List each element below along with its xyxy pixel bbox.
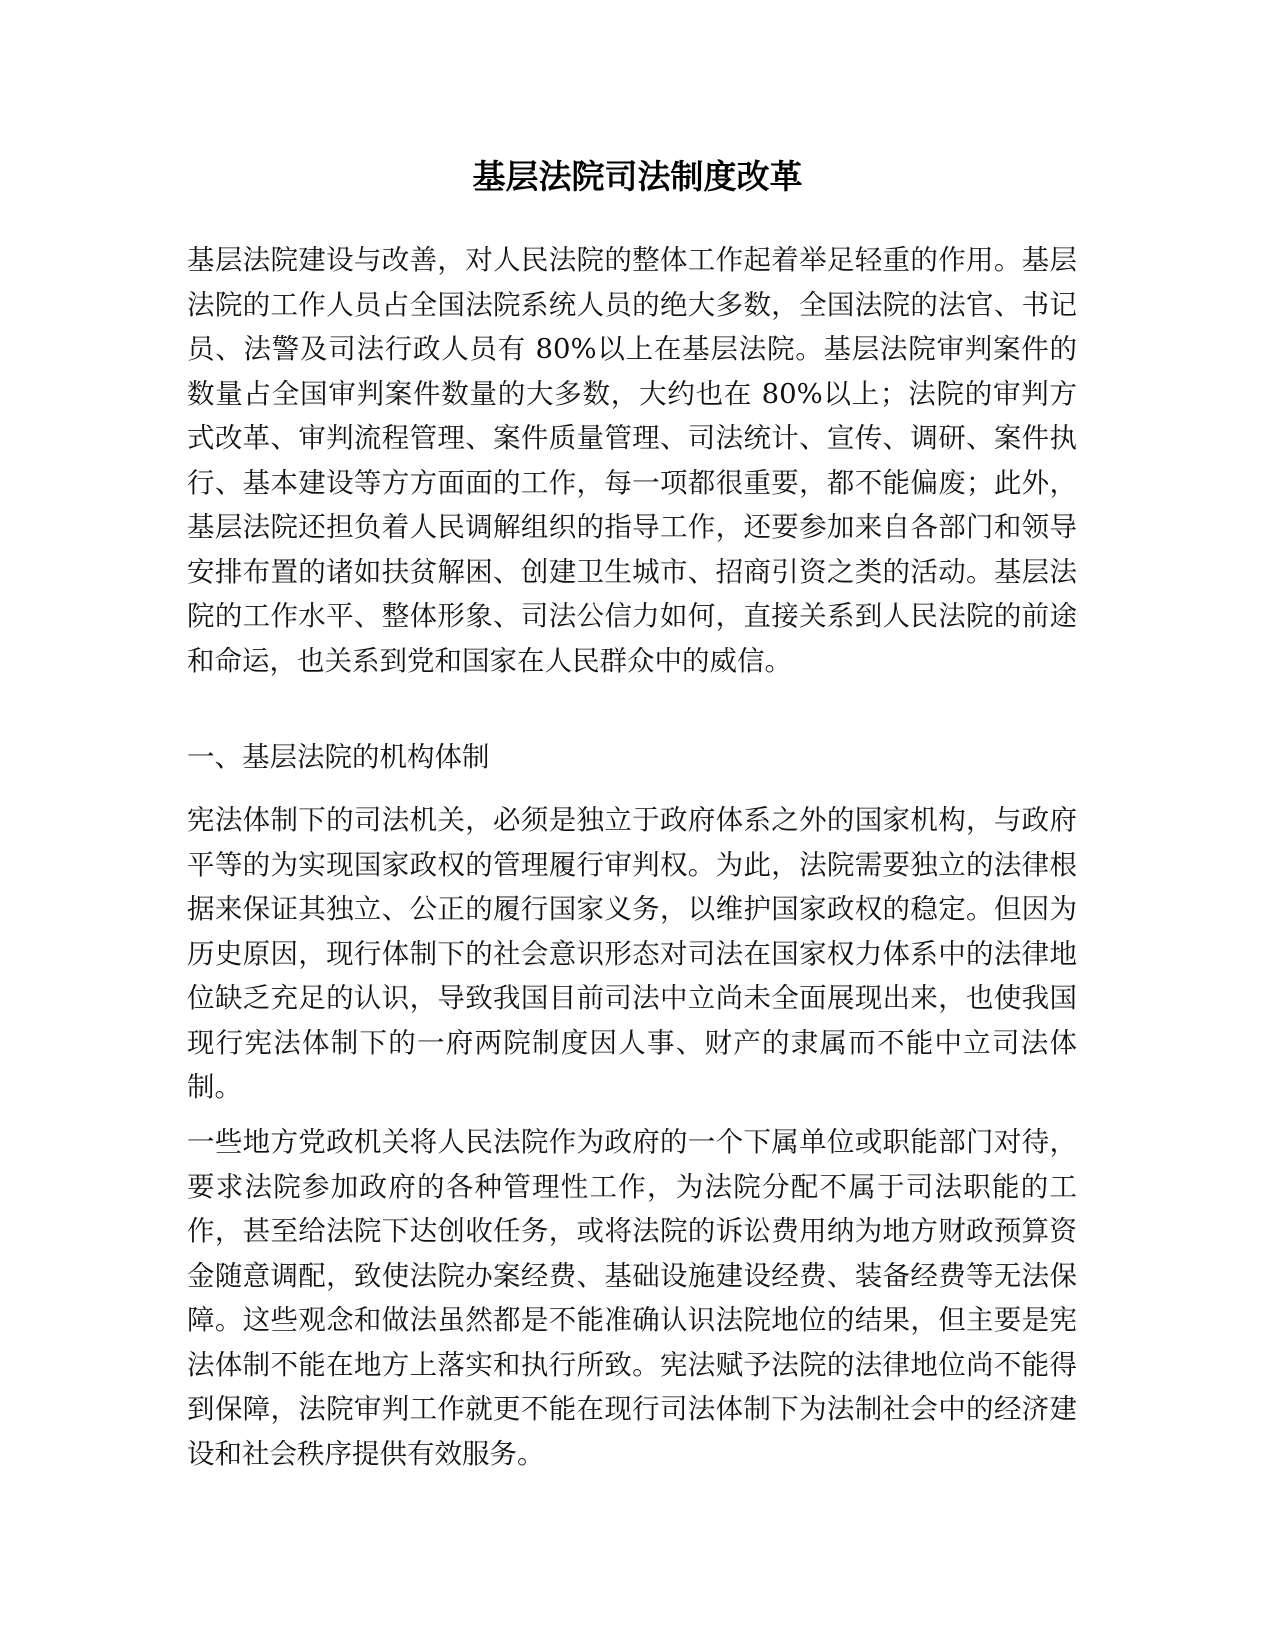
paragraph-local-authorities: 一些地方党政机关将人民法院作为政府的一个下属单位或职能部门对待，要求法院参加政府的各种管理性工作，为法院分配不属于司法职能的工作，甚至给法院下达创收任务，或将法院的诉讼费用纳为地方财政预算资金随意调配，致使法院办案经费、基础设施建设经费、装备经费等无法保障。这些观念和做法虽然都是不能准确认识法院地位的结果，但主要是宪法体制不能在地方上落实和执行所致。宪法赋予法院的法律地位尚不能得到保障，法院审判工作就更不能在现行司法体制下为法制社会中的经济建设和社会秩序提供有效服务。 (187, 1126, 1077, 1470)
paragraph-intro: 基层法院建设与改善，对人民法院的整体工作起着举足轻重的作用。基层法院的工作人员占全国法院系统人员的绝大多数，全国法院的法官、书记员、法警及司法行政人员有 80%以上在基层法院。基层法院审判案件的数量占全国审判案件数量的大多数，大约也在 80%以上；法院的审判方式改革、审判流程管理、案件质量管理、司法统计、宣传、调研、案件执行、基本建设等方方面面的工作，每一项都很重要，都不能偏废；此外，基层法院还担负着人民调解组织的指导工作，还要参加来自各部门和领导安排布置的诸如扶贫解困、创建卫生城市、招商引资之类的活动。基层法院的工作水平、整体形象、司法公信力如何，直接关系到人民法院的前途和命运，也关系到党和国家在人民群众中的威信。 (187, 244, 1077, 677)
paragraph-judicial-organ: 宪法体制下的司法机关，必须是独立于政府体系之外的国家机构，与政府平等的为实现国家政权的管理履行审判权。为此，法院需要独立的法律根据来保证其独立、公正的履行国家义务，以维护国家政权的稳定。但因为历史原因，现行体制下的社会意识形态对司法在国家权力体系中的法律地位缺乏充足的认识，导致我国目前司法中立尚未全面展现出来，也使我国现行宪法体制下的一府两院制度因人事、财产的隶属而不能中立司法体制。 (187, 804, 1077, 1103)
section-heading-1: 一、基层法院的机构体制 (187, 741, 490, 773)
document-title: 基层法院司法制度改革 (472, 157, 803, 196)
